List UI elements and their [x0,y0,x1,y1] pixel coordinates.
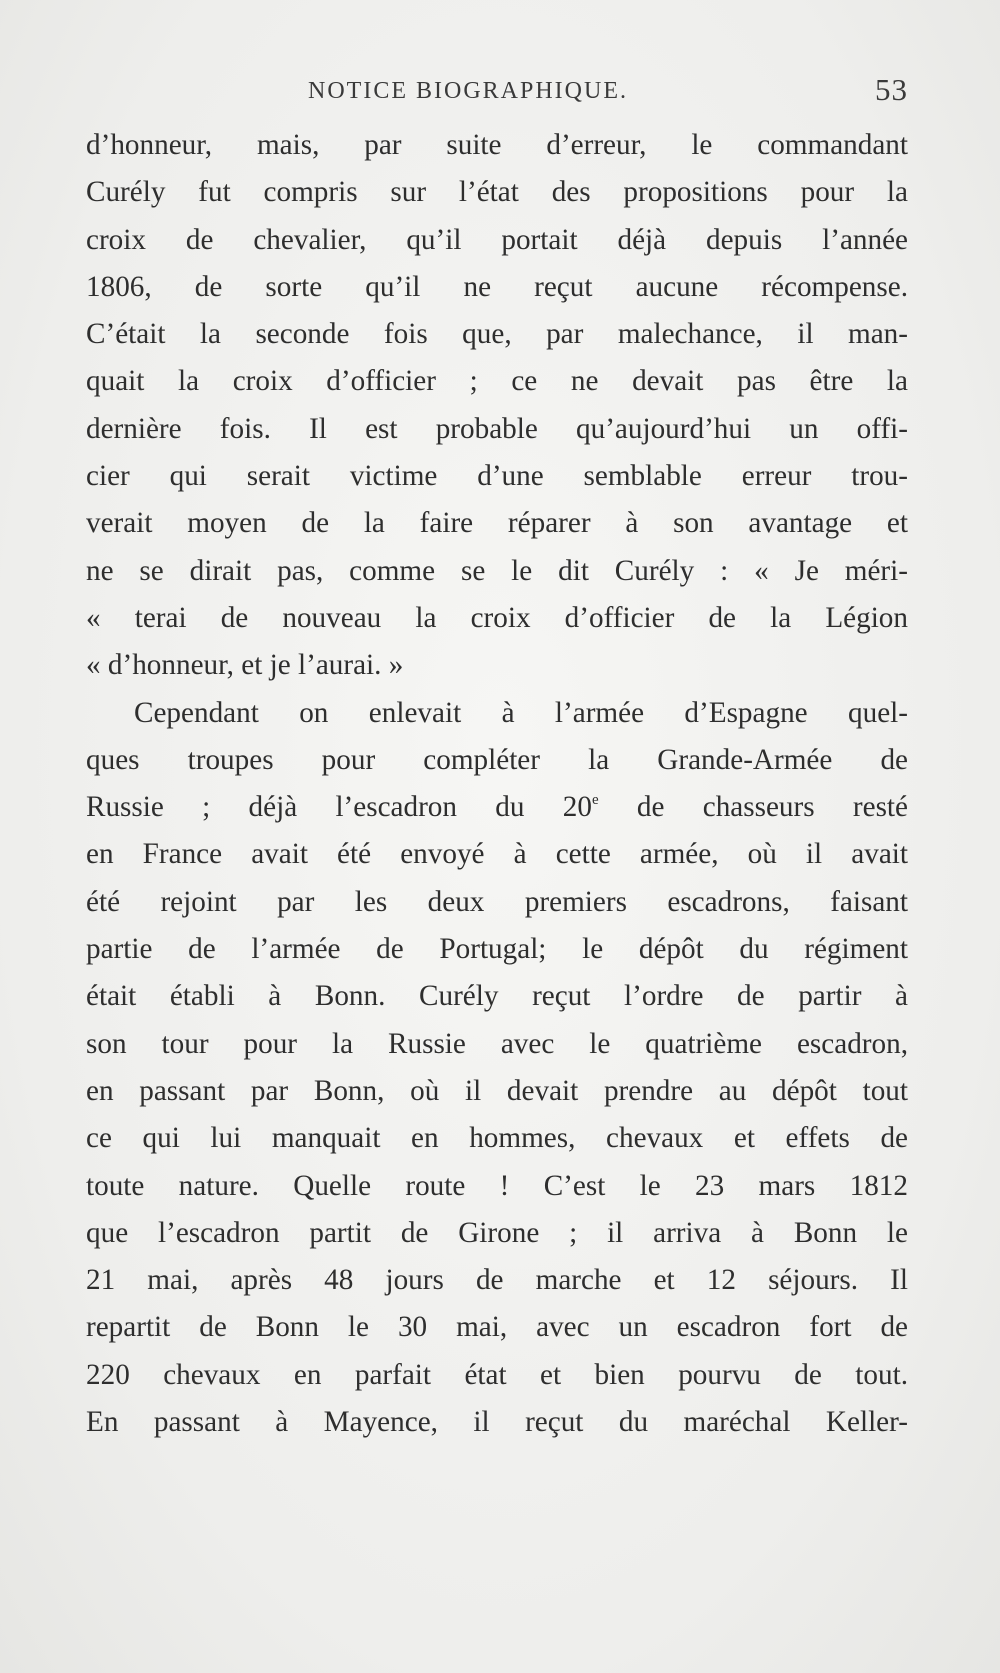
text-line: Cependant on enlevait à l’armée d’Espagne quel- [134,696,908,729]
text-line: été rejoint par les deux premiers escadrons, faisant [86,885,908,918]
text-line: ce qui lui manquait en hommes, chevaux et effets de [86,1122,908,1155]
body-text [86,122,908,1446]
text-line: était établi à Bonn. Curély reçut l’ordre de partir à [86,980,908,1013]
text-line: verait moyen de la faire réparer à son avantage et [86,507,908,540]
text-line: en France avait été envoyé à cette armée, où il avait [86,838,908,871]
text-fragment: de chasseurs resté [598,791,908,824]
text-line: 21 mai, après 48 jours de marche et 12 séjours. Il [86,1264,908,1297]
text-line: C’était la seconde fois que, par malechance, il man- [86,318,908,351]
text-line: quait la croix d’officier ; ce ne devait pas être la [86,365,908,398]
text-line: que l’escadron partit de Girone ; il arriva à Bonn le [86,1216,908,1249]
text-line: dernière fois. Il est probable qu’aujourd’hui un offi- [86,412,908,445]
text-line: En passant à Mayence, il reçut du maréchal Keller- [86,1406,908,1439]
text-fragment: Russie ; déjà l’escadron du 20 [86,791,592,824]
text-line: en passant par Bonn, où il devait prendre au dépôt tout [86,1074,908,1107]
text-line-with-superscript [86,784,908,831]
text-line: croix de chevalier, qu’il portait déjà depuis l’année [86,223,908,256]
text-line: Curély fut compris sur l’état des propositions pour la [86,176,908,209]
text-line: 220 chevaux en parfait état et bien pourvu de tout. [86,1358,908,1391]
text-line: toute nature. Quelle route ! C’est le 23 mars 1812 [86,1169,908,1202]
running-title: NOTICE BIOGRAPHIQUE. [308,78,628,104]
page-header [86,72,908,116]
text-line: « d’honneur, et je l’aurai. » [86,649,404,682]
text-line: cier qui serait victime d’une semblable erreur trou- [86,460,908,493]
text-line: « terai de nouveau la croix d’officier de la Légion [86,601,908,634]
page-number: 53 [875,72,908,107]
text-line: son tour pour la Russie avec le quatrième escadron, [86,1027,908,1060]
text-line: ques troupes pour compléter la Grande-Armée de [86,743,908,776]
text-line: partie de l’armée de Portugal; le dépôt du régiment [86,933,908,966]
text-line: repartit de Bonn le 30 mai, avec un escadron fort de [86,1311,908,1344]
superscript: e [591,792,599,809]
text-line: d’honneur, mais, par suite d’erreur, le commandant [86,129,908,161]
text-line: 1806, de sorte qu’il ne reçut aucune récompense. [86,270,908,303]
text-line: ne se dirait pas, comme se le dit Curély : « Je méri- [86,554,908,587]
